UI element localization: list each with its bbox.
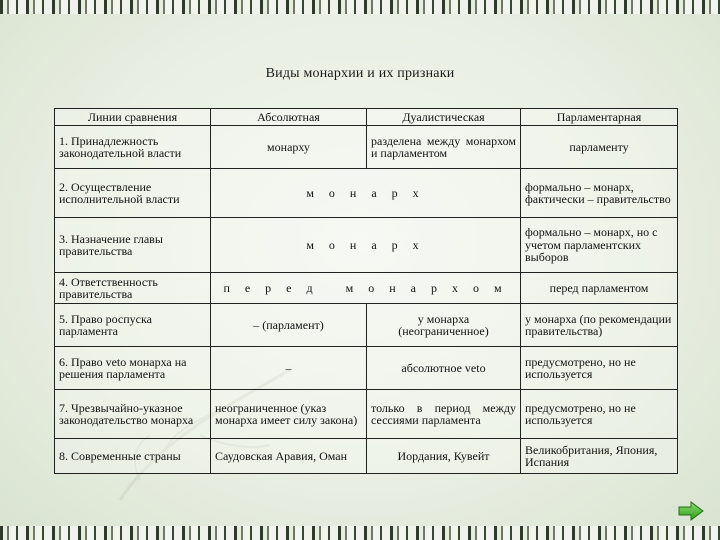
cell-parliamentary: предусмотрено, но не используется xyxy=(521,347,678,390)
row-label: 5. Право роспуска парламента xyxy=(55,304,211,347)
cell-absolute: – (парламент) xyxy=(211,304,367,347)
header-comparison-lines: Линии сравнения xyxy=(55,109,211,126)
arrow-right-icon[interactable] xyxy=(678,501,704,521)
row-label: 1. Принадлежность законодательной власти xyxy=(55,126,211,169)
table-row xyxy=(55,304,678,347)
cell-dualistic: разделена между монархом и парламентом xyxy=(367,126,521,169)
cell-parliamentary: предусмотрено, но не используется xyxy=(521,390,678,439)
cell-dualistic: у монарха (неограниченное) xyxy=(367,304,521,347)
table-row xyxy=(55,169,678,218)
slide-title: Виды монархии и их признаки xyxy=(265,66,455,81)
cell-dualistic: только в период между сессиями парламента xyxy=(367,390,521,439)
header-dualistic: Дуалистическая xyxy=(367,109,521,126)
table-row xyxy=(55,439,678,474)
row-label: 6. Право veto монарха на решения парламента xyxy=(55,347,211,390)
table-row xyxy=(55,126,678,169)
cell-dualistic: абсолютное veto xyxy=(367,347,521,390)
row-label: 2. Осуществление исполнительной власти xyxy=(55,169,211,218)
cell-absolute: – xyxy=(211,347,367,390)
bottom-decorative-border xyxy=(0,526,720,540)
row-label: 7. Чрезвычайно-указное законодательство монарха xyxy=(55,390,211,439)
cell-merged: м о н а р х xyxy=(211,218,521,273)
table-row xyxy=(55,390,678,439)
top-decorative-border xyxy=(0,0,720,14)
cell-absolute: монарху xyxy=(211,126,367,169)
cell-parliamentary: формально – монарх, но с учетом парламентских выборов xyxy=(521,218,678,273)
cell-merged: м о н а р х xyxy=(211,169,521,218)
cell-dualistic: Иордания, Кувейт xyxy=(367,439,521,474)
table-row xyxy=(55,273,678,304)
table-row xyxy=(55,347,678,390)
header-absolute: Абсолютная xyxy=(211,109,367,126)
cell-merged: п е р е д м о н а р х о м xyxy=(211,273,521,304)
cell-parliamentary: у монарха (по рекомендации правительства) xyxy=(521,304,678,347)
table-header-row xyxy=(55,109,678,126)
cell-absolute: неограниченное (указ монарха имеет силу закона) xyxy=(211,390,367,439)
table-row xyxy=(55,218,678,273)
row-label: 8. Современные страны xyxy=(55,439,211,474)
header-parliamentary: Парламентарная xyxy=(521,109,678,126)
row-label: 4. Ответственность правительства xyxy=(55,273,211,304)
cell-parliamentary: формально – монарх, фактически – правительство xyxy=(521,169,678,218)
row-label: 3. Назначение главы правительства xyxy=(55,218,211,273)
cell-parliamentary: Великобритания, Япония, Испания xyxy=(521,439,678,474)
cell-parliamentary: парламенту xyxy=(521,126,678,169)
cell-absolute: Саудовская Аравия, Оман xyxy=(211,439,367,474)
cell-parliamentary: перед парламентом xyxy=(521,273,678,304)
monarchy-comparison-table xyxy=(54,108,678,474)
